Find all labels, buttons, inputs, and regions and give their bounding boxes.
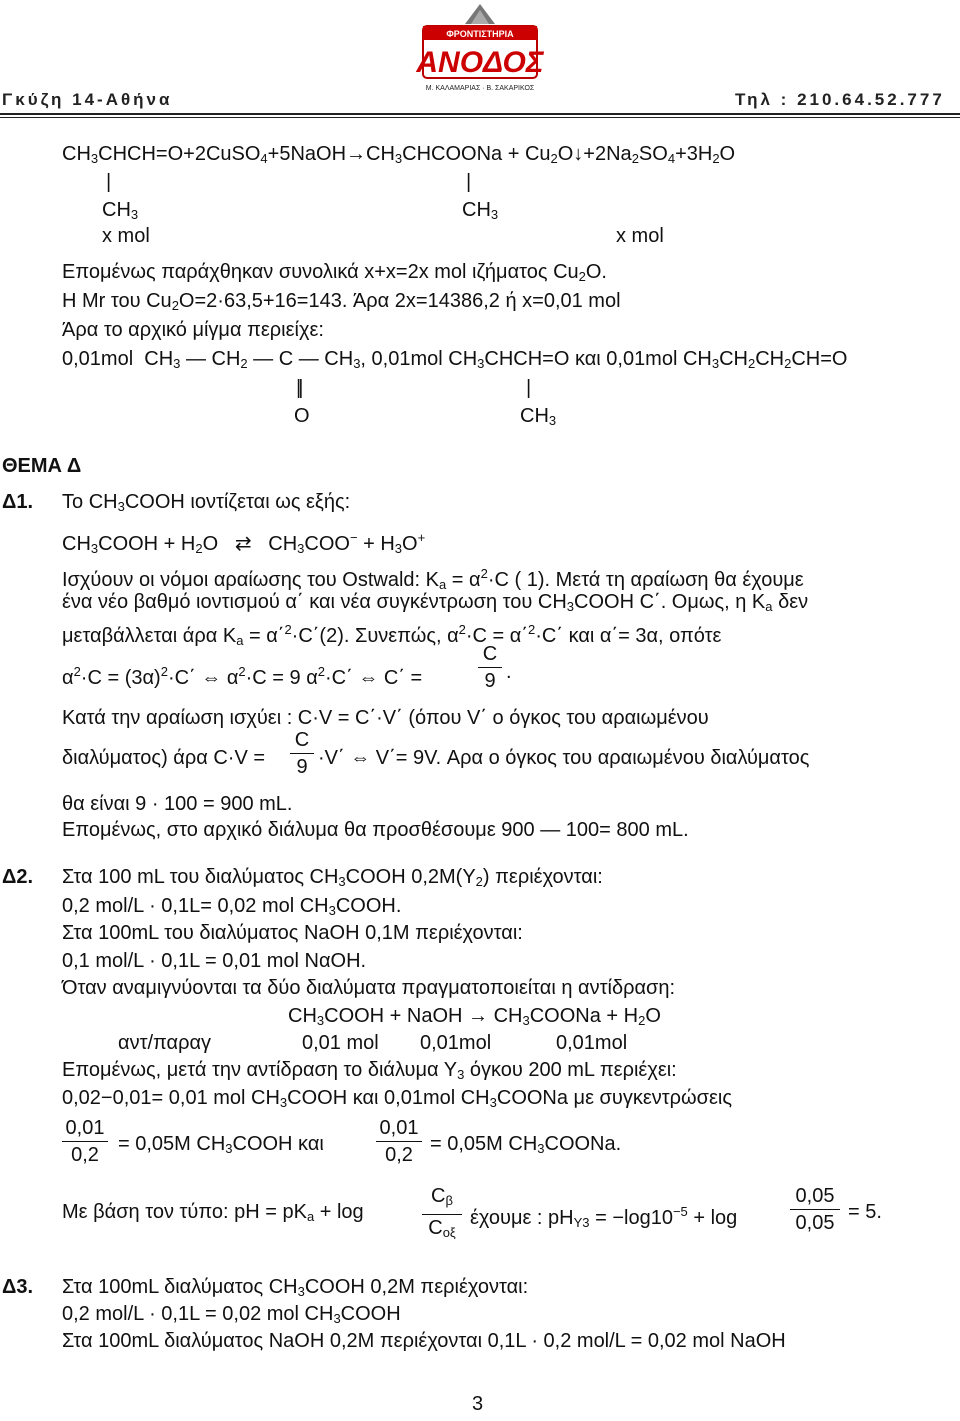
text-line: Με βάση τον τύπο: pH = $pK_a + \log$ xyxy=(62,1201,364,1224)
branch-bar-2: | xyxy=(466,171,472,193)
oxygen: O xyxy=(294,405,310,427)
text-line: = 0,05M $CH_3COONa$. xyxy=(430,1133,622,1156)
logo-top-text: ΦΡΟΝΤΙΣΤΗΡΙΑ xyxy=(446,29,514,39)
text-line: 0,2 mol/L · 0,1L = 0,02 mol $CH_3COOH$ xyxy=(62,1303,401,1326)
fraction-cb-over-cox: $C_\beta$ $C_{o\xi}$ xyxy=(422,1184,462,1245)
mol-row: 0,01mol xyxy=(420,1032,492,1054)
text-line: ·V΄ ⇔ V΄= 9V. Αρα ο όγκος του αραιωμένου διαλύματος xyxy=(318,747,810,769)
fraction-conc-2: 0,01 0,2 xyxy=(376,1116,422,1167)
text-line: μεταβάλλεται άρα $K_a = \alpha΄^2\cdot C΄(2)$. Συνεπώς, $\alpha^2\cdot C = \alpha΄^2\cdot C΄$ και α΄= 3α, οπότε xyxy=(62,622,722,648)
text-line: Όταν αναμιγνύονται τα δύο διαλύματα πραγματοποιείται η αντίδραση: xyxy=(62,977,676,999)
mol-label-2: x mol xyxy=(616,225,664,247)
reaction-line-1: $CH_3CHCH=O+2CuSO_4+5NaOH\to CH_3CHCOONa$ + $Cu_2O↓+2Na_2SO_4+3H_2O$ xyxy=(62,143,736,166)
text-line: 0,01mol $CH_3$ — $CH_2$ — C — $CH_3$, 0,01mol $CH_3CHCH=O$ και 0,01mol $CH_3CH_2CH_2CH=O$ xyxy=(62,348,848,371)
question-label-d1: Δ1. xyxy=(2,491,34,513)
question-label-d2: Δ2. xyxy=(2,866,34,888)
header-city: Γκύζη 14-Αθήνα xyxy=(2,90,173,109)
text-line: 0,1 mol/L · 0,1L = 0,01 mol NαOH. xyxy=(62,950,367,972)
logo-icon xyxy=(415,2,545,98)
text-line: Ισχύουν οι νόμοι αραίωσης του Ostwald: $K_a = \alpha^2\cdot C$ ( 1). Μετά τη αραίωση θα έχουμε xyxy=(62,566,804,592)
mol-label-1: x mol xyxy=(102,225,150,247)
text-line: διαλύματος) άρα C·V = xyxy=(62,747,266,769)
text-line: $\alpha^2\cdot C = (3\alpha)^2\cdot C΄$ ⇔ $\alpha^2\cdot C = 9$ $\alpha^2\cdot C΄$ ⇔ C΄ = xyxy=(62,664,423,689)
branch-bar-3: | xyxy=(526,377,532,399)
logo-sub-text: Μ. ΚΑΛΑΜΑΡΙΑΣ · Β. ΣΑΚΑΡΙΚΟΣ xyxy=(425,85,535,92)
mol-row: 0,01mol xyxy=(556,1032,628,1054)
text-period: . xyxy=(506,661,512,683)
section-title: ΘΕΜΑ Δ xyxy=(2,455,82,477)
reaction-line-2: $CH_3COOH$ + NaOH → $CH_3COONa + H_2O$ xyxy=(288,1005,661,1028)
branch-ch3-2: $CH_3$ xyxy=(462,199,499,222)
equilibrium-line: $CH_3COOH + H_2O$ ⇄ $CH_3COO^- + H_3O^+$ xyxy=(62,530,426,556)
fraction-c-over-9-b: C 9 xyxy=(290,728,314,779)
header-rule-thin xyxy=(0,117,960,118)
question-label-d3: Δ3. xyxy=(2,1276,34,1298)
logo-main-text: ΑΝΟΔΟΣ xyxy=(416,46,544,79)
branch-ch3-1: $CH_3$ xyxy=(102,199,139,222)
header-phone: Τηλ : 210.64.52.777 xyxy=(735,90,945,109)
fraction-005-over-005: 0,05 0,05 xyxy=(790,1184,840,1235)
text-line: Στα 100mL διαλύματος $CH_3COOH$ 0,2M περιέχονται: xyxy=(62,1276,529,1299)
text-line: θα είναι 9 · 100 = 900 mL. xyxy=(62,793,293,815)
page-number: 3 xyxy=(472,1393,484,1415)
text-line: Επομένως παράχθηκαν συνολικά x+x=2x mol ιζήματος $Cu_2O$. xyxy=(62,261,607,284)
text-line: Το $CH_3COOH$ ιοντίζεται ως εξής: xyxy=(62,491,351,514)
double-bond: || xyxy=(296,377,301,399)
text-line: Στα 100 mL του διαλύματος $CH_3COOH$ $0,2M(Y_2)$ περιέχονται: xyxy=(62,866,603,889)
text-line: Στα 100mL του διαλύματος NaOH 0,1M περιέχονται: xyxy=(62,922,523,944)
text-line: 0,02−0,01= 0,01 mol $CH_3COOH$ και 0,01mol $CH_3COONa$ με συγκεντρώσεις xyxy=(62,1087,732,1110)
mol-row: αντ/παραγ xyxy=(118,1032,212,1054)
mol-row: 0,01 mol xyxy=(302,1032,379,1054)
text-line: ένα νέο βαθμό ιοντισμού α΄ και νέα συγκέντρωση του $CH_3COOH$ C΄. Ομως, η $K_a$ δεν xyxy=(62,591,809,614)
text-line: 0,2 mol/L · 0,1L= 0,02 mol $CH_3COOH$. xyxy=(62,895,402,918)
text-line: Επομένως, μετά την αντίδραση το διάλυμα $\Upsilon_3$ όγκου 200 mL περιέχει: xyxy=(62,1059,677,1082)
text-line: Κατά την αραίωση ισχύει : C·V = C΄·V΄ (όπου V΄ ο όγκος του αραιωμένου xyxy=(62,707,709,729)
fraction-conc-1: 0,01 0,2 xyxy=(62,1116,108,1167)
text-line: Η Mr του $Cu_2O=2\cdot 63,5+16=143$. Άρα 2x=14386,2 ή x=0,01 mol xyxy=(62,290,621,313)
fraction-c-over-9: C 9 xyxy=(478,642,502,693)
branch-ch3-3: $CH_3$ xyxy=(520,405,557,428)
text-line: = 5. xyxy=(848,1201,882,1223)
header-rule xyxy=(0,113,960,115)
text-line: Άρα το αρχικό μίγμα περιείχε: xyxy=(62,319,324,341)
branch-bar-1: | xyxy=(106,171,112,193)
text-line: Επομένως, στο αρχικό διάλυμα θα προσθέσουμε 900 — 100= 800 mL. xyxy=(62,819,689,841)
text-line: = 0,05M $CH_3COOH$ και xyxy=(118,1133,324,1156)
text-line: Στα 100mL διαλύματος NaOH 0,2M περιέχονται 0,1L · 0,2 mol/L = 0,02 mol NaOH xyxy=(62,1330,786,1352)
text-line: έχουμε : $pH_{\Upsilon 3} = -\log 10^{-5} + \log$ xyxy=(470,1204,738,1230)
